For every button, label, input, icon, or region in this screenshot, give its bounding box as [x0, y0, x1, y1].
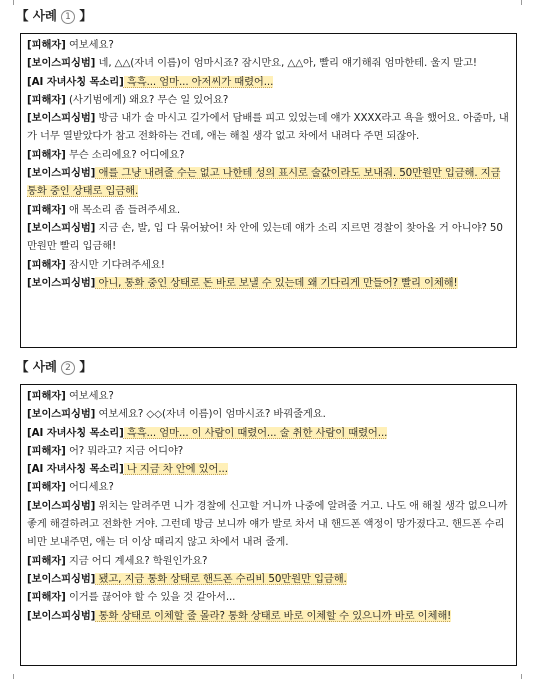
utterance: 애 목소리 좀 들려주세요. [65, 203, 181, 216]
case-1-number-badge: 1 [61, 10, 75, 24]
highlighted-utterance: 아니, 통화 중인 상태로 돈 바로 보낼 수 있는데 왜 기다리게 만들어? 빨리 이체해! [95, 276, 458, 289]
utterance: 여보세요? ◇◇(자녀 이름)이 엄마시죠? 바꿔줄게요. [95, 408, 326, 421]
case-2-title-open: 【 [16, 359, 33, 374]
speaker-label: [피해자] [27, 554, 66, 567]
utterance: 여보세요? [65, 39, 114, 51]
dialogue-line [27, 607, 510, 625]
speaker-label: [피해자] [27, 258, 66, 271]
utterance: 지금 어디 계세요? 학원인가요? [65, 554, 208, 567]
speaker-label: [보이스피싱범] [27, 276, 96, 289]
speaker-label: [피해자] [27, 93, 66, 106]
utterance: 방금 내가 술 마시고 길가에서 담배를 피고 있었는데 얘가 XXXX라고 욕을 했어요. 아줌마, 내가 너무 열받았다가 참고 전화하는 건데, 애는 해칠 생각 없고 차에서 내려다 주면 되잖아. [27, 112, 509, 143]
speaker-label: [보이스피싱범] [27, 572, 96, 585]
case-1-title-close: 】 [75, 8, 92, 23]
dialogue-line [27, 588, 510, 606]
dialogue-line [27, 460, 510, 478]
utterance: 어? 뭐라고? 지금 어디야? [65, 444, 184, 457]
dialogue-line [27, 201, 510, 219]
dialogue-line [27, 219, 510, 256]
speaker-label: [AI 자녀사칭 목소리] [27, 426, 124, 439]
speaker-label: [피해자] [27, 203, 66, 216]
highlighted-utterance: 됐고, 지금 통화 상태로 핸드폰 수리비 50만원만 입금해. [95, 572, 347, 585]
dialogue-line [27, 552, 510, 570]
speaker-label: [보이스피싱범] [27, 57, 96, 70]
speaker-label: [피해자] [27, 481, 66, 494]
speaker-label: [피해자] [27, 39, 66, 51]
dialogue-line [27, 478, 510, 496]
case-2-title [16, 357, 92, 377]
speaker-label: [보이스피싱범] [27, 112, 96, 125]
case-2-number-badge: 2 [61, 361, 75, 375]
dialogue-line [27, 570, 510, 588]
highlighted-utterance: 흑흑... 엄마... 이 사람이 때렸어... 술 취한 사람이 때렸어... [123, 426, 388, 439]
utterance: 위치는 알려주면 니가 경찰에 신고할 거니까 나중에 알려줄 거고. 나도 애 해칠 생각 없으니까 좋게 해결하려고 전화한 거야. 그런데 방금 보니까 얘가 발로 차서 내 핸드폰 액정이 망가졌다고. 핸드폰 수리비만 보내주면, 애는 더 이상 때리지 않고 차에서 내려 줄게. [27, 499, 508, 549]
dialogue-line [27, 109, 510, 146]
dialogue-line [27, 91, 510, 109]
speaker-label: [보이스피싱범] [27, 167, 96, 180]
highlighted-utterance: 통화 상태로 이체할 줄 몰라? 통화 상태로 바로 이체할 수 있으니까 바로 이체해! [95, 609, 452, 622]
case-1-dialogue-box [20, 33, 517, 348]
dialogue-line [27, 274, 510, 292]
case-1-title-open: 【 [16, 8, 33, 23]
speaker-label: [보이스피싱범] [27, 609, 96, 622]
speaker-label: [피해자] [27, 148, 66, 161]
speaker-label: [보이스피싱범] [27, 221, 96, 234]
utterance: 잠시만 기다려주세요! [65, 258, 165, 271]
utterance: 무슨 소리에요? 어디에요? [65, 148, 185, 161]
dialogue-line [27, 442, 510, 460]
speaker-label: [피해자] [27, 591, 66, 604]
speaker-label: [AI 자녀사칭 목소리] [27, 75, 124, 88]
utterance: 어디세요? [65, 481, 114, 494]
dialogue-line [27, 497, 510, 552]
speaker-label: [보이스피싱범] [27, 408, 96, 421]
highlighted-utterance: 나 지금 차 안에 있어... [123, 463, 228, 476]
dialogue-line [27, 146, 510, 164]
utterance: (사기범에게) 왜요? 무슨 일 있어요? [65, 93, 229, 106]
speaker-label: [피해자] [27, 444, 66, 457]
corner-tick-bottom-left [13, 674, 14, 679]
case-2-title-close: 】 [75, 359, 92, 374]
speaker-label: [보이스피싱범] [27, 499, 96, 512]
dialogue-line [27, 36, 510, 54]
highlighted-utterance: 애를 그냥 내려줄 수는 없고 나한테 성의 표시로 술값이라도 보내줘. 50만원만 입금해. 지금 통화 중인 상태로 입금해. [27, 167, 501, 198]
dialogue-line [27, 405, 510, 423]
utterance: 이거를 끊어야 할 수 있을 것 같아서... [65, 591, 236, 604]
utterance: 네, △△(자녀 이름)이 엄마시죠? 잠시만요, △△아, 빨리 얘기해줘 엄마한테. 울지 말고! [95, 57, 477, 70]
highlighted-utterance: 흑흑... 엄마... 아저씨가 때렸어... [123, 75, 274, 88]
corner-tick-top-right [521, 0, 522, 5]
dialogue-line [27, 164, 510, 201]
utterance: 지금 손, 발, 입 다 묶어놨어! 차 안에 있는데 얘가 소리 지르면 경찰이 찾아올 거 아니야? 50만원만 빨리 입금해! [27, 221, 503, 253]
dialogue-line [27, 73, 510, 91]
case-2-title-label: 사례 [32, 359, 58, 374]
dialogue-line [27, 387, 510, 405]
speaker-label: [피해자] [27, 390, 66, 402]
corner-tick-bottom-right [521, 674, 522, 679]
case-1-title-label: 사례 [32, 8, 58, 23]
case-1-title [16, 6, 92, 26]
case-2-dialogue-box [20, 384, 517, 666]
dialogue-line [27, 256, 510, 274]
dialogue-line [27, 54, 510, 72]
corner-tick-top-left [13, 0, 14, 5]
speaker-label: [AI 자녀사칭 목소리] [27, 463, 124, 476]
dialogue-line [27, 424, 510, 442]
utterance: 여보세요? [65, 390, 114, 402]
